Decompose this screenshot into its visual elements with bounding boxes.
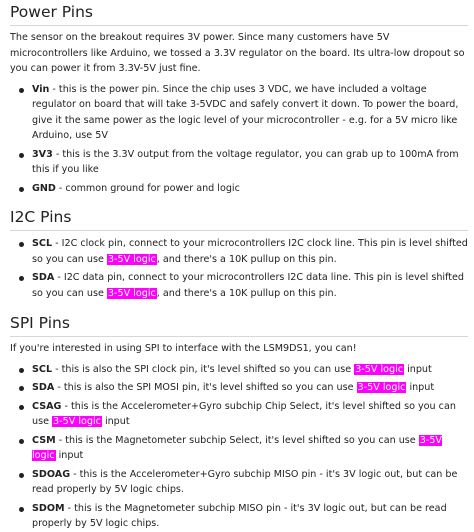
heading-divider [10, 230, 468, 231]
pin-description: - this is the 3.3V output from the voltage regulator, you can grab up to 100mA from this if you like [32, 148, 459, 175]
highlighted-logic-text: 3-5V logic [357, 382, 406, 393]
pin-description-end: input [55, 450, 84, 461]
list-item-i2c-sda [32, 270, 468, 301]
pin-name: Vin [32, 83, 50, 95]
spi-pin-list [10, 362, 468, 532]
highlighted-logic-text: 3-5V logic [107, 253, 156, 265]
pin-description: - common ground for power and logic [55, 182, 240, 194]
list-item-spi-scl [32, 362, 468, 378]
spi-intro: If you're interested in using SPI to interface with the LSM9DS1, you can! [10, 343, 357, 354]
power-pin-list [10, 82, 468, 197]
pin-description-end: input [404, 363, 432, 375]
pin-description-end: , and there's a 10K pullup on this pin. [156, 253, 337, 265]
pin-description: - this is the Accelerometer+Gyro subchip Chip Select, it's level shifted so you can use [32, 400, 456, 427]
highlighted-logic-text: 3-5V logic [355, 363, 404, 375]
list-item-i2c-scl [32, 236, 468, 267]
pin-description-end: input [101, 416, 130, 427]
pin-name: SDOM [32, 502, 65, 514]
power-intro: The sensor on the breakout requires 3V power. Since many customers have 5V microcontrollers like Arduino, we tossed a 3.3V regulator on the board. Its ultra-low dropout so you can power it from 3.3V-5V just fine. [10, 32, 465, 74]
pin-description: - this is the Accelerometer+Gyro subchip MISO pin - it's 3V logic out, but can be read properly by 5V logic chips. [32, 468, 458, 495]
pin-description-end: , and there's a 10K pullup on this pin. [156, 287, 337, 299]
pin-name: SDA [32, 272, 55, 283]
pin-description: - I2C data pin, connect to your microcontrollers I2C data line. This pin is level shifted so you can use [32, 272, 465, 299]
heading-divider [10, 25, 468, 26]
i2c-pins-heading: I2C Pins [10, 208, 72, 226]
list-item-gnd [32, 181, 468, 197]
pin-name: SCL [32, 238, 53, 249]
pin-name: SCL [32, 363, 53, 375]
heading-divider [10, 336, 468, 337]
pin-description: - this is also the SPI MOSI pin, it's level shifted so you can use [54, 382, 357, 393]
pin-name: GND [32, 182, 56, 194]
pin-name: 3V3 [32, 148, 53, 160]
highlighted-logic-text: 3-5V logic [53, 416, 101, 427]
pin-description: - this is the power pin. Since the chip uses 3 VDC, we have included a voltage regulator on board that will take 3-5VDC and safely convert it down. To power the board, give it the same power as the logic level of your microcontroller - e.g. for a 5V micro like Arduino, use 5V [32, 83, 459, 141]
pin-name: SDA [32, 382, 55, 393]
pin-name: CSAG [32, 400, 62, 412]
i2c-pin-list [10, 236, 468, 301]
power-pins-heading: Power Pins [10, 3, 94, 21]
list-item-sdom [32, 501, 468, 532]
list-item-csm [32, 433, 468, 464]
pin-name: CSM [32, 434, 56, 446]
list-item-csag [32, 399, 468, 430]
pin-description: - this is also the SPI clock pin, it's level shifted so you can use [52, 363, 355, 375]
pin-name: SDOAG [32, 468, 71, 480]
list-item-3v3 [32, 147, 468, 178]
pin-description-end: input [406, 382, 435, 393]
pin-description: - this is the Magnetometer subchip Select, it's level shifted so you can use [55, 434, 419, 446]
pin-description: - I2C clock pin, connect to your microcontrollers I2C clock line. This pin is level shifted so you can use [32, 238, 468, 265]
pin-description: - this is the Magnetometer subchip MISO pin - it's 3V logic out, but can be read properly by 5V logic chips. [32, 502, 447, 529]
highlighted-logic-text: 3-5V logic [32, 434, 442, 461]
list-item-sdoag [32, 467, 468, 498]
list-item-vin [32, 82, 468, 144]
list-item-spi-sda [32, 380, 468, 396]
spi-pins-heading: SPI Pins [10, 314, 70, 332]
highlighted-logic-text: 3-5V logic [107, 287, 156, 299]
